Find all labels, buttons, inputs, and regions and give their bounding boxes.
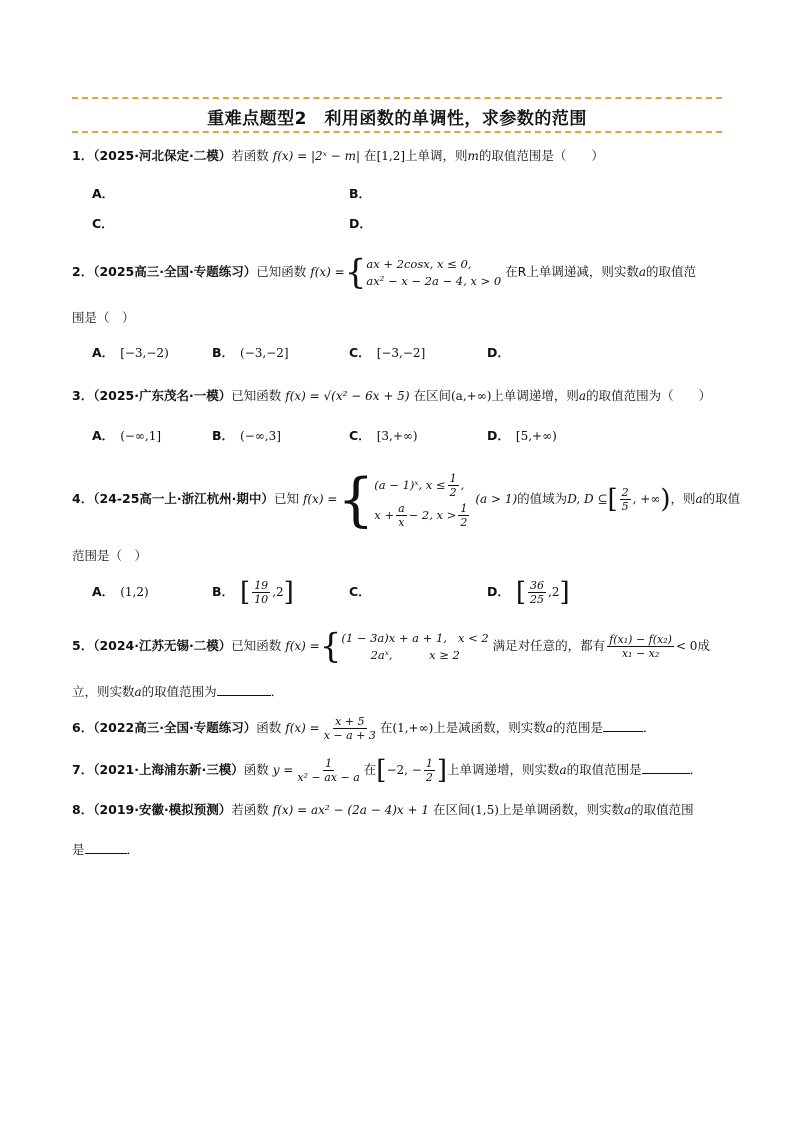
q4-option-b[interactable]: B． [ $\frac{19}{10}$ ,2] [212, 577, 294, 608]
q7-answer-blank[interactable] [642, 761, 690, 774]
q5-answer-blank[interactable] [217, 683, 271, 696]
question-6: 6．（2022高三·全国·专题练习）函数 f(x) = $\frac{x + 5}{x - a + 3}$ 在(1,+∞)上是减函数，则实数a的范围是 ． [72, 715, 656, 742]
q5-piecewise: (1 − 3a)x + a + 1, x < 2 2aˣ, x ≥ 2 [341, 630, 489, 662]
title-dashed-divider [72, 131, 722, 133]
q2-piecewise: ax + 2cosx, x ≤ 0, ax² − x − 2a − 4, x > 0 [366, 256, 502, 288]
question-3: 3．（2025·广东茂名·一模）已知函数 f(x) = √(x² − 6x + 5) 在区间(a,+∞)上单调递增，则a的取值范围为（ ） [72, 388, 712, 403]
q1-option-a[interactable]: A． [92, 186, 115, 201]
q3-function: f(x) = √(x² − 6x + 5) [285, 389, 410, 403]
question-2: 2．（2025高三·全国·专题练习）已知函数 f(x) ={ ax + 2cosx, x ≤ 0, ax² − x − 2a − 4, x > 0 在R上单调递减，则实数a的取值范 [72, 252, 697, 293]
q2-option-b[interactable]: B． (−3,−2] [212, 345, 289, 360]
q1-option-d[interactable]: D． [349, 216, 372, 231]
page-title: 重难点题型2 利用函数的单调性，求参数的范围 [207, 109, 587, 129]
q2-option-c[interactable]: C． [−3,−2] [349, 345, 426, 360]
question-2-cont: 围是（ ） [72, 310, 135, 325]
question-4-cont: 范围是（ ） [72, 548, 148, 563]
q2-option-d[interactable]: D． [487, 345, 510, 360]
question-5-cont: 立，则实数a的取值范围为 ． [72, 684, 284, 699]
question-7: 7．（2021·上海浦东新·三模）函数 y = $\frac{1}{\text{x² − ax − a}}$ 在[−2, − $\frac{1}{2}$ ]上单调递增，则实数a的取值范围是 ． [72, 755, 703, 786]
question-8-cont: 是 ． [72, 842, 140, 857]
q1-option-b[interactable]: B． [349, 186, 372, 201]
q8-answer-blank[interactable] [85, 841, 127, 854]
q3-option-d[interactable]: D． [5,+∞) [487, 428, 557, 443]
q4-option-a[interactable]: A． (1,2) [92, 584, 149, 599]
q4-option-c[interactable]: C． [349, 584, 371, 599]
q3-option-a[interactable]: A． (−∞,1] [92, 428, 162, 443]
q8-function: f(x) = ax² − (2a − 4)x + 1 [272, 803, 429, 817]
q2-option-a[interactable]: A． [−3,−2) [92, 345, 169, 360]
question-5: 5．（2024·江苏无锡·二模）已知函数 f(x) ={ (1 − 3a)x + a + 1, x < 2 2aˣ, x ≥ 2 满足对任意的，都有 $\frac{\text{f(x₁) − f(x₂)}}{\text{x₁ − x₂}}$ < 0成 [72, 626, 710, 667]
q1-function: f(x) = |2ˣ − m| [272, 149, 361, 163]
q6-answer-blank[interactable] [603, 719, 643, 732]
top-dashed-divider [72, 97, 722, 99]
question-1: 1．（2025·河北保定·二模）若函数 f(x) = |2ˣ − m| 在[1,2]上单调，则m的取值范围是（ ） [72, 148, 604, 163]
q4-option-d[interactable]: D． [ $\frac{36}{25}$ ,2] [487, 577, 570, 608]
q4-piecewise: (a − 1)ˣ, x ≤ $\frac{1}{2}$ , x + $\frac{a}{x}$ − 2, x > $\frac{1}{2}$ [374, 472, 468, 529]
q3-option-c[interactable]: C． [3,+∞) [349, 428, 418, 443]
question-8: 8．（2019·安徽·模拟预测）若函数 f(x) = ax² − (2a − 4)x + 1 在区间(1,5)上是单调函数，则实数a的取值范围 [72, 802, 694, 817]
q1-option-c[interactable]: C． [92, 216, 114, 231]
question-4: 4．（24-25高一上·浙江杭州·期中）已知 f(x) ={ (a − 1)ˣ, x ≤ $\frac{1}{2}$ , x + $\frac{a}{x}$ − 2, x > $\frac{1}{2}$ (a > 1)的值域为D, D ⊆[ $\frac{2}{5}$ , +∞)，则a的取值 [72, 465, 741, 534]
q3-option-b[interactable]: B． (−∞,3] [212, 428, 281, 443]
